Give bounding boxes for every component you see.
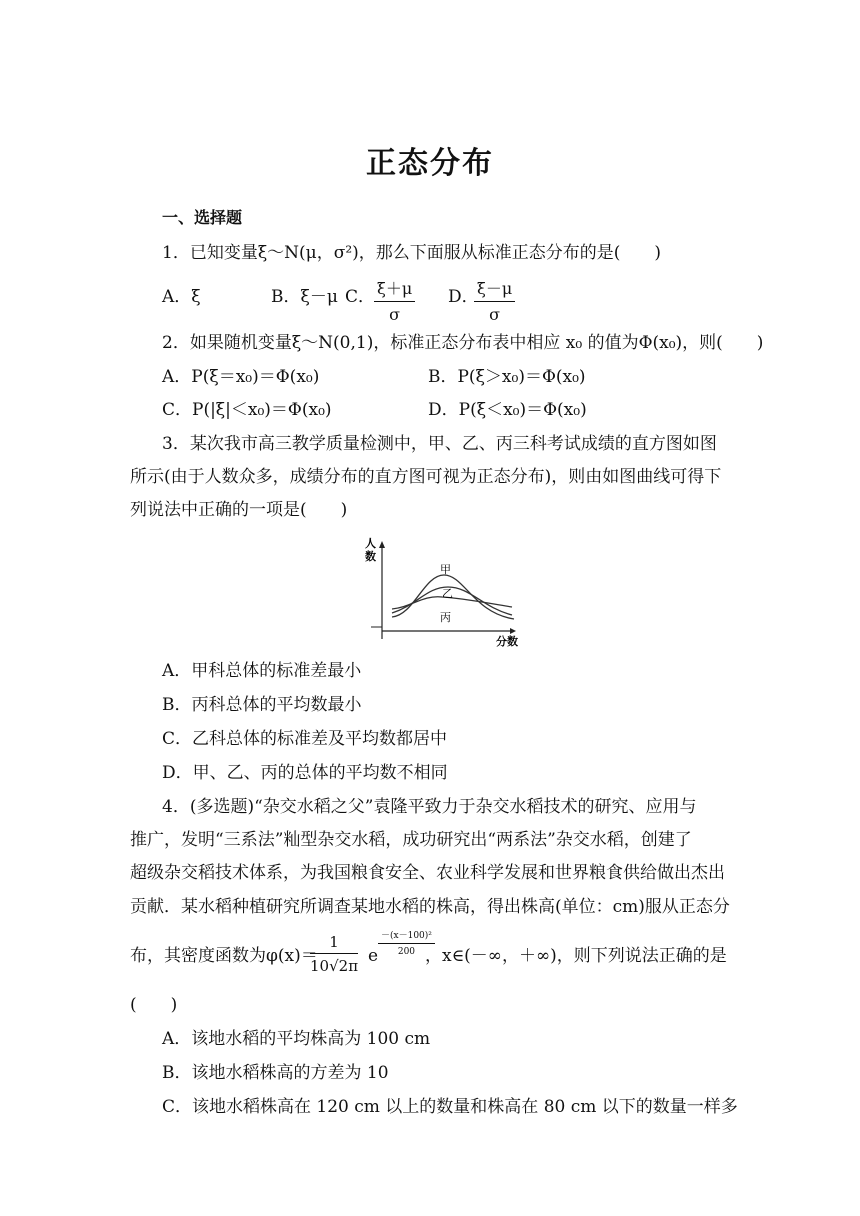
q4-exponent-denominator: 200: [397, 947, 416, 957]
q4-stem-line2: 推广，发明“三系法”籼型杂交水稻，成功研究出“两系法”杂交水稻，创建了: [130, 830, 692, 850]
q1-option-b: B．ξ－μ: [271, 287, 338, 307]
q3-option-c: C．乙科总体的标准差及平均数都居中: [162, 729, 448, 749]
q2-stem: 2．如果随机变量ξ～N(0,1)，标准正态分布表中相应 x₀ 的值为Φ(x₀)，则( ): [162, 333, 764, 353]
q3-stem-line2: 所示(由于人数众多，成绩分布的直方图可视为正态分布)，则由如图曲线可得下: [130, 467, 722, 487]
q4-stem-line6: ( ): [130, 995, 178, 1015]
q4-stem-line5-post: ，x∈(－∞，＋∞)，则下列说法正确的是: [425, 946, 727, 966]
q1-option-d-denominator: σ: [489, 305, 501, 324]
q1-option-c-label: C．: [345, 287, 376, 307]
q1-option-c-fraction: [374, 276, 415, 324]
q1-option-d-fraction: [474, 276, 515, 324]
q1-option-d-label: D．: [448, 287, 479, 307]
q2-option-b: B．P(ξ＞x₀)＝Φ(x₀): [428, 367, 586, 387]
q1-stem: 1．已知变量ξ～N(μ，σ²)，那么下面服从标准正态分布的是( ): [162, 243, 662, 263]
q4-exp-base: e: [368, 946, 379, 966]
page-title: 正态分布: [366, 146, 494, 181]
q3-stem-line3: 列说法中正确的一项是( ): [130, 500, 348, 520]
q1-option-c-denominator: σ: [389, 305, 401, 324]
q3-option-a: A．甲科总体的标准差最小: [162, 661, 362, 681]
q4-stem-line4: 贡献．某水稻种植研究所调查某地水稻的株高，得出株高(单位：cm)服从正态分: [130, 897, 730, 917]
q2-option-c: C．P(|ξ|＜x₀)＝Φ(x₀): [162, 400, 332, 420]
q4-option-a: A．该地水稻的平均株高为 100 cm: [162, 1029, 431, 1049]
q1-option-a: A．ξ: [162, 287, 201, 307]
curve-jia: [392, 575, 514, 619]
q3-stem-line1: 3．某次我市高三教学质量检测中，甲、乙、丙三科考试成绩的直方图如图: [162, 434, 717, 454]
y-axis-arrow: [379, 541, 385, 548]
q4-stem-line1: 4．(多选题)“杂交水稻之父”袁隆平致力于杂交水稻技术的研究、应用与: [162, 797, 697, 817]
q4-density-numerator: 1: [310, 933, 358, 954]
q1-option-d-numerator: ξ－μ: [474, 276, 515, 302]
q4-option-c: C．该地水稻株高在 120 cm 以上的数量和株高在 80 cm 以下的数量一样多: [162, 1097, 738, 1117]
q4-option-b: B．该地水稻株高的方差为 10: [162, 1063, 389, 1083]
q4-stem-line3: 超级杂交稻技术体系，为我国粮食安全、农业科学发展和世界粮食供给做出杰出: [130, 863, 725, 883]
q3-option-b: B．丙科总体的平均数最小: [162, 695, 362, 715]
q3-distribution-figure: [362, 535, 524, 647]
section-heading: 一、选择题: [162, 208, 243, 227]
q2-option-a: A．P(ξ＝x₀)＝Φ(x₀): [162, 367, 320, 387]
y-label-2: 数: [365, 550, 376, 563]
q1-option-c-numerator: ξ＋μ: [374, 276, 415, 302]
curve-label-bing: 丙: [440, 611, 451, 624]
x-axis-arrow: [510, 628, 516, 634]
q2-option-d: D．P(ξ＜x₀)＝Φ(x₀): [428, 400, 587, 420]
curve-label-jia: 甲: [440, 563, 451, 576]
q4-stem-line5-pre: 布，其密度函数为φ(x)＝: [130, 946, 318, 966]
y-label-1: 人: [365, 537, 376, 550]
q4-density-fraction: [310, 933, 358, 975]
x-label: 分数: [496, 635, 518, 647]
q4-exponent-numerator: －(x－100)²: [378, 928, 435, 944]
q3-option-d: D．甲、乙、丙的总体的平均数不相同: [162, 763, 448, 783]
curve-label-yi: 乙: [442, 587, 453, 600]
q4-density-denominator: 10√2π: [310, 957, 359, 975]
